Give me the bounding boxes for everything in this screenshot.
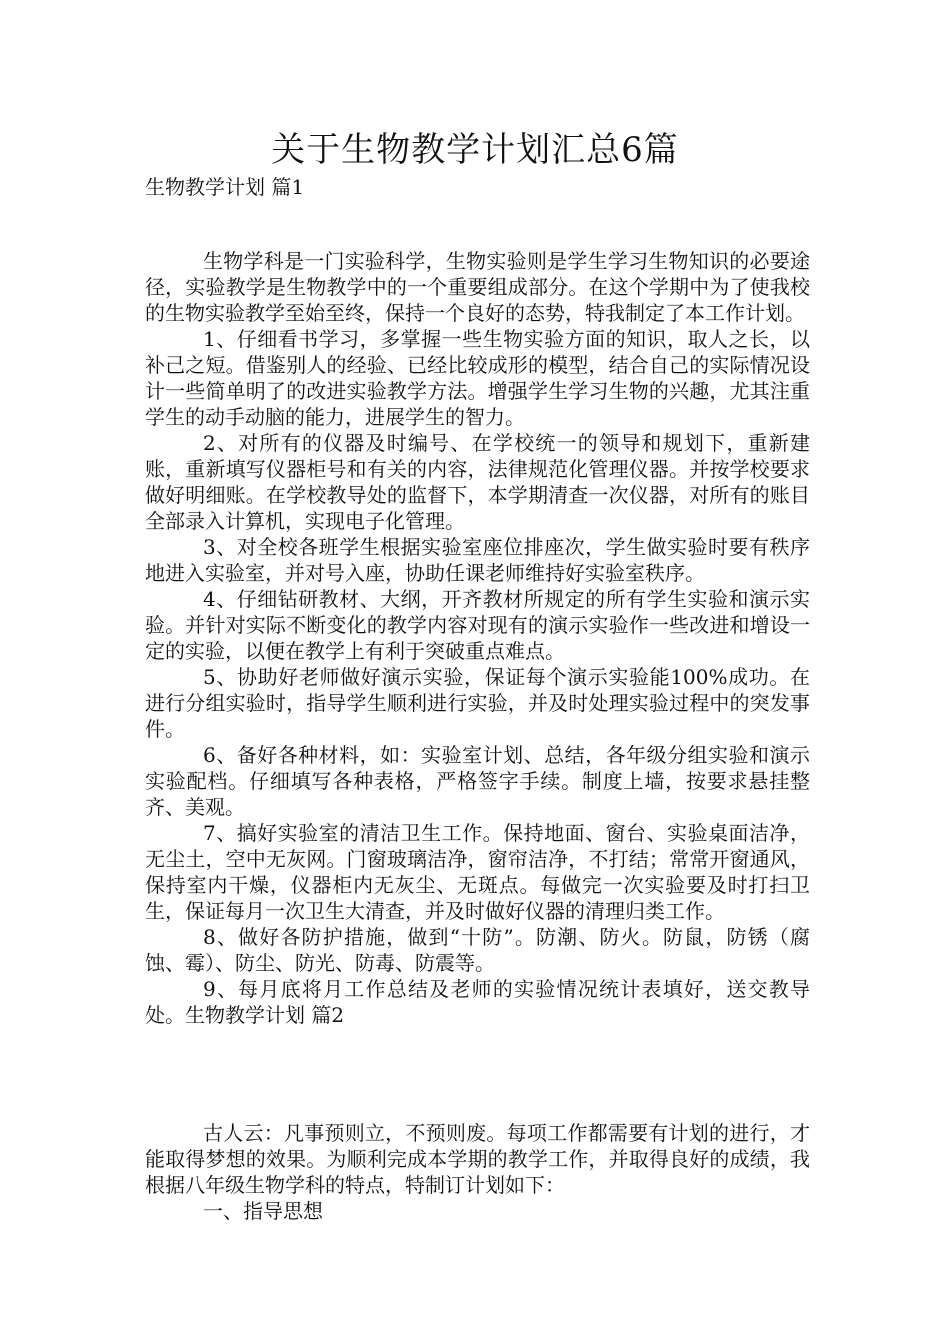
section-subtitle: 生物教学计划 篇1 <box>145 175 305 199</box>
section-heading: 一、指导思想 <box>203 1199 323 1223</box>
section-2-body <box>145 1120 810 1224</box>
paragraph: 7、搞好实验室的清洁卫生工作。保持地面、窗台、实验桌面洁净，无尘土，空中无灰网。门窗玻璃洁净，窗帘洁净，不打结；常常开窗通风，保持室内干燥，仪器柜内无灰尘、无斑点。每做完一次实验要及时打扫卫生，保证每月一次卫生大清查，并及时做好仪器的清理归类工作。 <box>145 821 810 923</box>
paragraph: 2、对所有的仪器及时编号、在学校统一的领导和规划下，重新建账，重新填写仪器柜号和有关的内容，法律规范化管理仪器。并按学校要求做好明细账。在学校教导处的监督下，本学期清查一次仪器，对所有的账目全部录入计算机，实现电子化管理。 <box>145 431 810 533</box>
paragraph: 古人云：凡事预则立，不预则废。每项工作都需要有计划的进行，才能取得梦想的效果。为顺利完成本学期的教学工作，并取得良好的成绩，我根据八年级生物学科的特点，特制订计划如下： <box>145 1121 810 1197</box>
paragraph: 5、协助好老师做好演示实验，保证每个演示实验能100%成功。在进行分组实验时，指导学生顺利进行实验，并及时处理实验过程中的突发事件。 <box>145 665 810 741</box>
paragraph: 8、做好各防护措施，做到“十防”。防潮、防火。防鼠，防锈（腐蚀、霉）、防尘、防光、防毒、防震等。 <box>145 925 810 975</box>
section-1-body <box>145 248 810 1028</box>
paragraph: 4、仔细钻研教材、大纲，开齐教材所规定的所有学生实验和演示实验。并针对实际不断变化的教学内容对现有的演示实验作一些改进和增设一定的实验，以便在教学上有利于突破重点难点。 <box>145 587 810 663</box>
paragraph: 3、对全校各班学生根据实验室座位排座次，学生做实验时要有秩序地进入实验室，并对号入座，协助任课老师维持好实验室秩序。 <box>145 535 810 585</box>
paragraph: 6、备好各种材料，如：实验室计划、总结，各年级分组实验和演示实验配档。仔细填写各种表格，严格签字手续。制度上墙，按要求悬挂整齐、美观。 <box>145 743 810 819</box>
paragraph: 1、仔细看书学习，多掌握一些生物实验方面的知识，取人之长，以补己之短。借鉴别人的经验、已经比较成形的模型，结合自己的实际情况设计一些简单明了的改进实验教学方法。增强学生学习生物的兴趣，尤其注重学生的动手动脑的能力，进展学生的智力。 <box>145 327 810 429</box>
paragraph: 9、每月底将月工作总结及老师的实验情况统计表填好，送交教导处。生物教学计划 篇2 <box>145 977 810 1027</box>
document-title: 关于生物教学计划汇总6篇 <box>271 130 679 170</box>
paragraph: 生物学科是一门实验科学，生物实验则是学生学习生物知识的必要途径，实验教学是生物教学中的一个重要组成部分。在这个学期中为了使我校的生物实验教学至始至终，保持一个良好的态势，特我制定了本工作计划。 <box>145 249 810 325</box>
